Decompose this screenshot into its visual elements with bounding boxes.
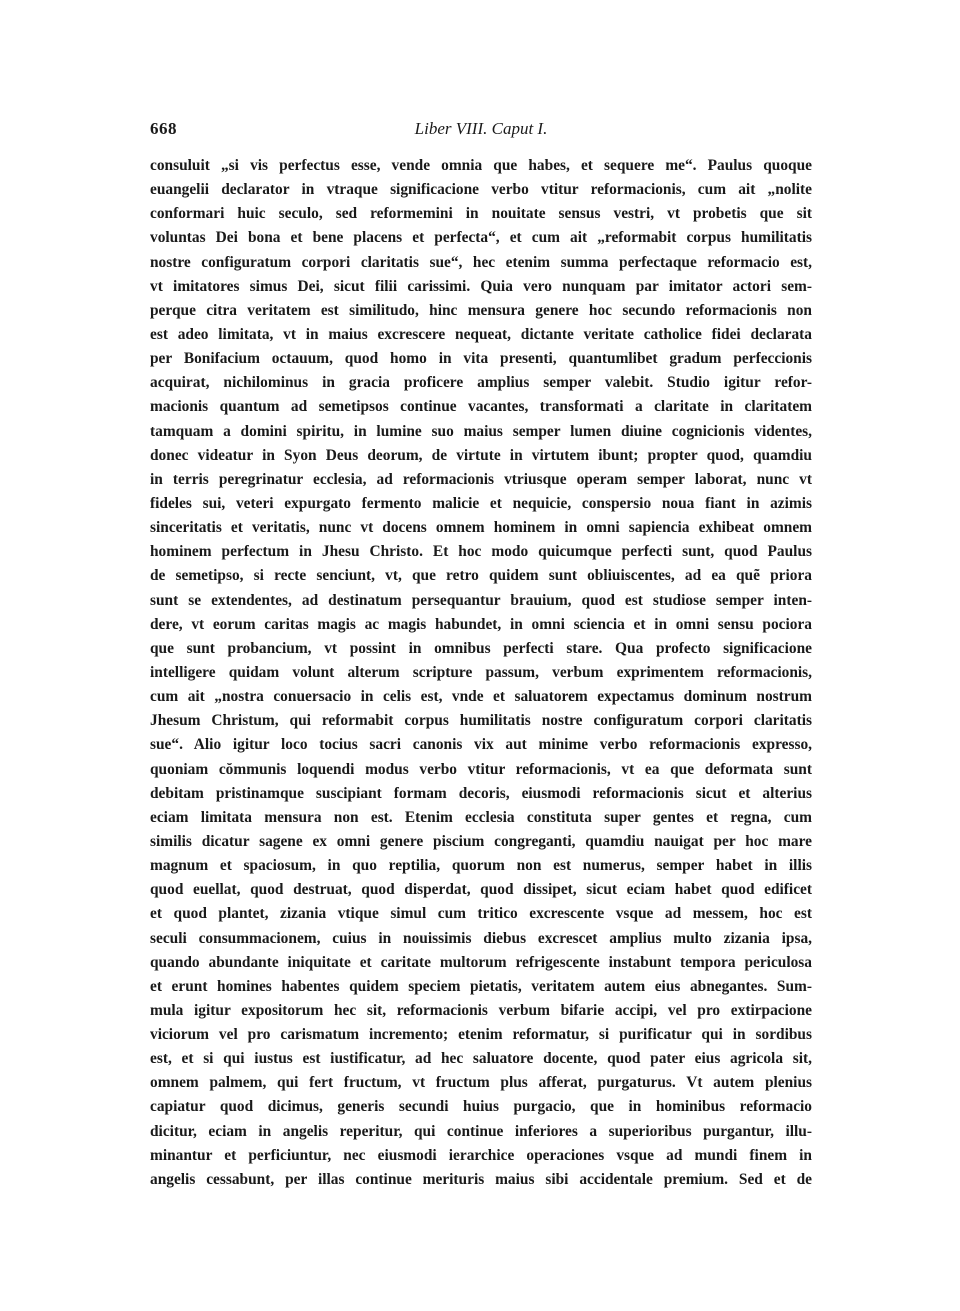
text-line: angelis cessabunt, per illas continue merituris maius sibi accidentale premium. Sed et de <box>150 1170 812 1188</box>
text-line: minantur et perficiuntur, nec eiusmodi ierarchice operaciones vsque ad mundi finem in <box>150 1146 812 1164</box>
text-line: hominem perfectum in Jhesu Christo. Et hoc modo quicumque perfecti sunt, quod Paulus <box>150 543 812 561</box>
text-line: magnum et spaciosum, in quo reptilia, quorum non est numerus, semper habet in illis <box>150 857 812 875</box>
text-line: debitam pristinamque suscipiant formam decoris, eiusmodi reformacionis sicut et alterius <box>150 784 812 802</box>
text-line: que sunt probancium, vt possint in omnibus perfecti stare. Qua profecto significacione <box>150 639 812 657</box>
text-line: mula igitur expositorum hec sit, reformacionis verbum bifarie accipi, vel pro extirpacione <box>150 1001 812 1019</box>
text-line: sue“. Alio igitur loco tocius sacri canonis vix aut minime verbo reformacionis expresso, <box>150 736 812 754</box>
text-line: quoniam cŏmmunis loquendi modus verbo vtitur reformacionis, vt ea que deformata sunt <box>150 760 812 778</box>
running-title: Liber VIII. Caput I. <box>414 119 548 138</box>
text-line: similis dicatur sagene ex omni genere piscium congreganti, quamdiu nauigat per hoc mare <box>150 832 812 850</box>
text-line: cum ait „nostra conuersacio in celis est, vnde et saluatorem expectamus dominum nostrum <box>150 688 812 706</box>
text-line: et quod plantet, zizania vtique simul cum tritico excrescente vsque ad messem, hoc est <box>150 905 812 923</box>
text-line: acquirat, nichilominus in gracia proficere amplius semper valebit. Studio igitur refor- <box>150 374 812 392</box>
text-line: quod euellat, quod destruat, quod disperdat, quod dissipet, sicut eciam habet quod edificet <box>150 881 812 899</box>
text-line: donec videatur in Syon Deus deorum, de virtute in virtutem ibunt; propter quod, quamdiu <box>150 446 812 464</box>
text-line: consuluit „si vis perfectus esse, vende omnia que habes, et sequere me“. Paulus quoque <box>150 157 812 174</box>
text-line: euangelii declarator in vtraque significacione verbo vtitur reformacionis, cum ait „nolite <box>150 181 812 199</box>
text-line: macionis quantum ad semetipsos continue vacantes, transformati a claritate in claritatem <box>150 398 812 416</box>
page-number: 668 <box>150 119 177 138</box>
text-line: viciorum vel pro carismatum incremento; etenim reformatur, si purificatur qui in sordibus <box>150 1026 812 1044</box>
text-line: sinceritatis et veritatis, nunc vt docens omnem hominem in omni sapiencia exhibeat omnem <box>150 519 812 537</box>
text-line: voluntas Dei bona et bene placens et perfecta“, et cum ait „reformabit corpus humilitatis <box>150 229 812 247</box>
text-line: omnem palmem, qui fert fructum, vt fructum plus afferat, purgaturus. Vt autem plenius <box>150 1074 812 1092</box>
body-text <box>150 154 812 1192</box>
text-line: intelligere quidam volunt alterum scripture passum, verbum exprimentem reformacionis, <box>150 663 812 681</box>
text-line: quando abundante iniquitate et caritate multorum refrigescente instabunt tempora periculosa <box>150 953 812 971</box>
text-line: et erunt homines habentes quidem speciem pietatis, veritatem autem eius abnegantes. Sum- <box>150 977 812 995</box>
text-line: in terris peregrinatur ecclesia, ad reformacionis vtriusque operam semper laborat, nunc vt <box>150 470 812 488</box>
text-line: vt imitatores simus Dei, sicut filii carissimi. Quia vero nunquam par imitator actori sem- <box>150 277 812 295</box>
text-line: dere, vt eorum caritas magis ac magis habundet, in omni sciencia et in omni sensu pociora <box>150 615 812 633</box>
text-line: tamquam a domini spiritu, in lumine suo maius semper lumen diuine cognicionis videntes, <box>150 422 812 440</box>
text-line: nostre configuratum corpori claritatis sue“, hec etenim summa perfectaque reformacio est, <box>150 253 812 271</box>
text-line: perque citra veritatem est similitudo, hinc mensura genere hoc secundo reformacionis non <box>150 301 812 319</box>
text-line: sunt se extendentes, ad destinatum persequantur brauium, quod est studiose semper inten- <box>150 591 812 609</box>
running-head <box>150 119 812 143</box>
text-line: eciam limitata mensura non est. Etenim ecclesia constituta super gentes et regna, cum <box>150 808 812 826</box>
text-line: fideles sui, veteri expurgato fermento malicie et nequicie, conspersio noua fiant in azimis <box>150 494 812 512</box>
text-line: est, et si qui iustus est iustificatur, ad hec saluatore docente, quod pater eius agricola sit, <box>150 1050 812 1068</box>
text-line: de semetipso, si recte senciunt, vt, que retro quidem sunt obliuiscentes, ad ea quẽ priora <box>150 567 812 585</box>
text-line: seculi consummacionem, cuius in nouissimis diebus excrescet amplius multo zizania ipsa, <box>150 929 812 947</box>
text-line: capiatur quod dicimus, generis secundi huius purgacio, que in hominibus reformacio <box>150 1098 812 1116</box>
text-line: est adeo limitata, vt in maius excrescere nequeat, dictante veritate catholice fidei declarata <box>150 325 812 343</box>
text-line: per Bonifacium octauum, quod homo in vita presenti, quantumlibet gradum perfeccionis <box>150 350 812 368</box>
text-line: dicitur, eciam in angelis reperitur, qui continue inferiores a superioribus purgantur, illu- <box>150 1122 812 1140</box>
text-line: conformari huic seculo, sed reformemini in nouitate sensus vestri, vt probetis que sit <box>150 205 812 223</box>
text-line: Jhesum Christum, qui reformabit corpus humilitatis nostre configuratum corpori claritatis <box>150 712 812 730</box>
